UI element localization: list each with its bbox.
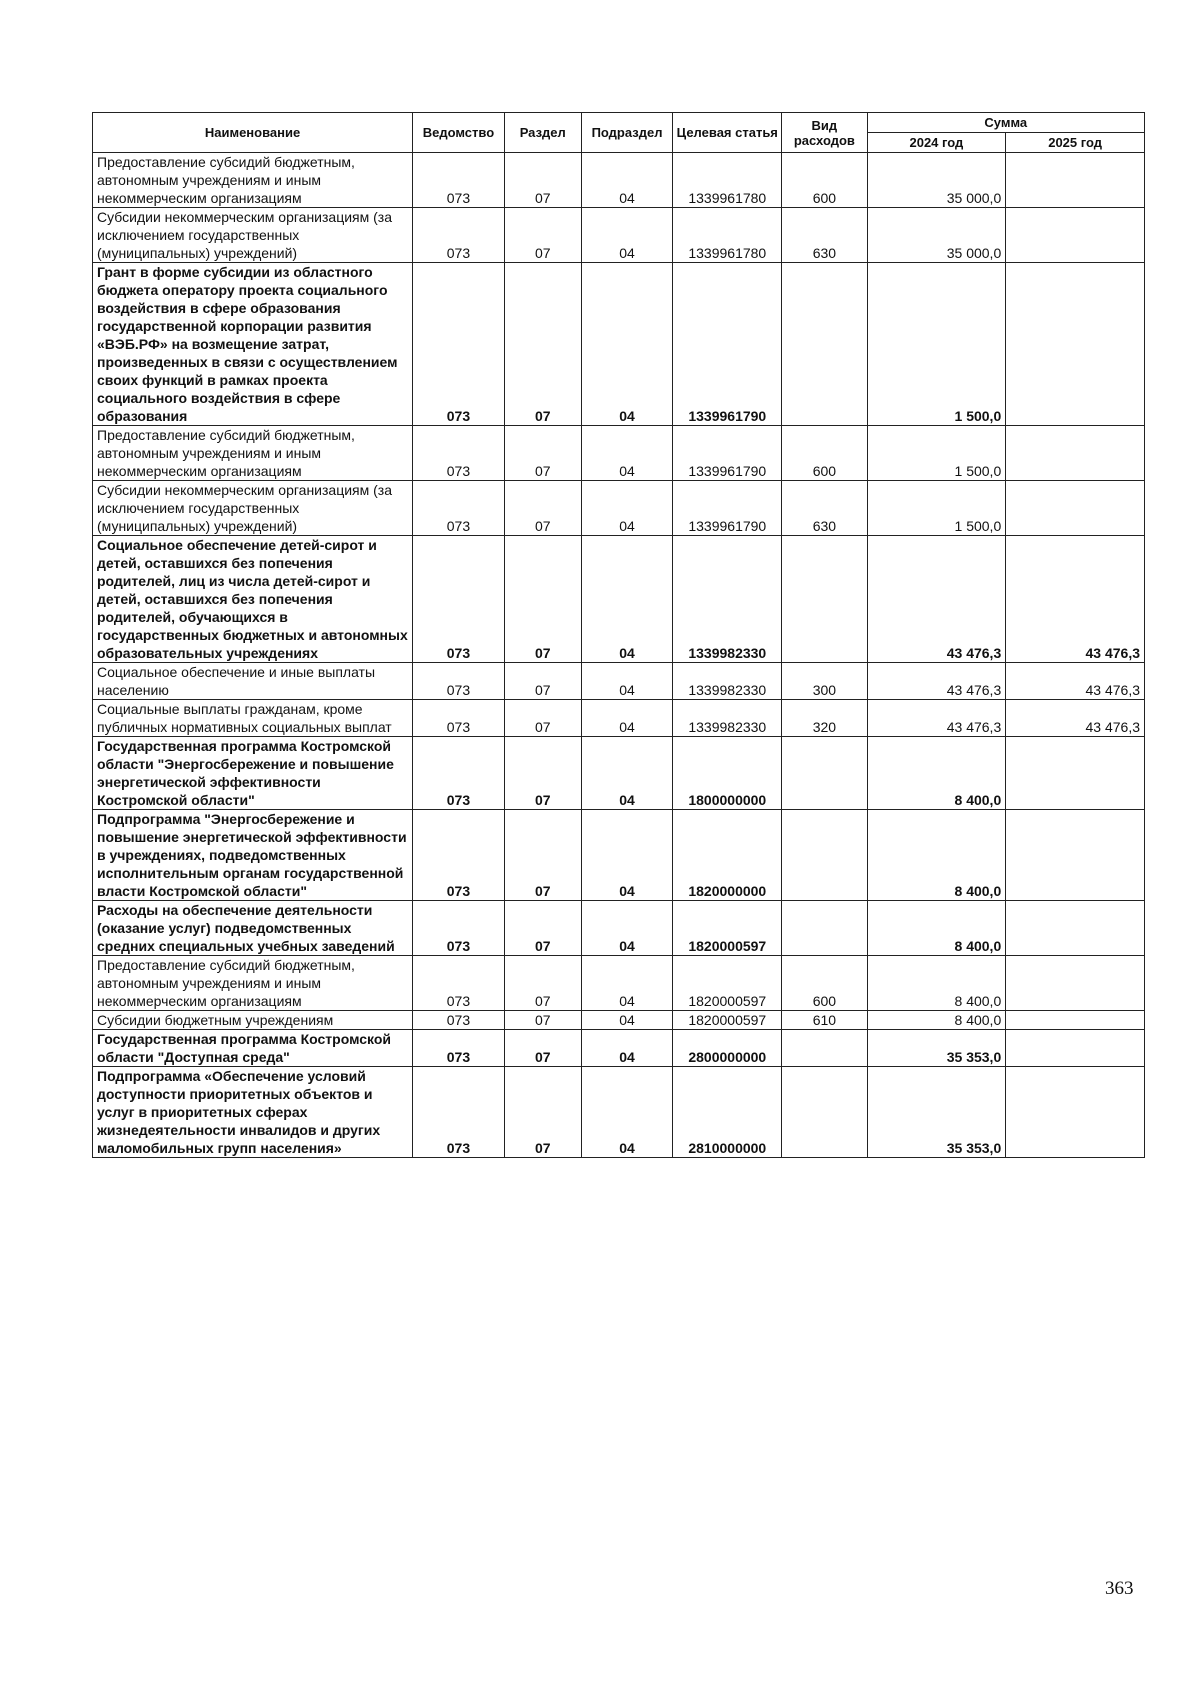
cell-subsection: 04 [581, 536, 673, 663]
cell-subsection: 04 [581, 481, 673, 536]
cell-name: Социальное обеспечение детей-сирот и детей, оставшихся без попечения родителей, лиц из числа детей-сирот и детей, оставшихся без попечения родителей, обучающихся в государственных бюджетных и автономных образовательных учреждениях [93, 536, 413, 663]
cell-subsection: 04 [581, 810, 673, 901]
cell-section: 07 [504, 536, 581, 663]
cell-sum-2024: 8 400,0 [867, 956, 1006, 1011]
cell-sum-2024: 8 400,0 [867, 1011, 1006, 1030]
cell-sum-2025 [1006, 481, 1145, 536]
cell-target: 1339982330 [673, 700, 782, 737]
header-section: Раздел [504, 113, 581, 153]
cell-target: 1339982330 [673, 663, 782, 700]
cell-sum-2024: 35 000,0 [867, 153, 1006, 208]
table-row [93, 1011, 1145, 1030]
cell-target: 1339961790 [673, 481, 782, 536]
cell-expense-type: 630 [782, 208, 867, 263]
cell-sum-2024: 35 353,0 [867, 1030, 1006, 1067]
cell-section: 07 [504, 901, 581, 956]
cell-department: 073 [413, 810, 505, 901]
cell-subsection: 04 [581, 1067, 673, 1158]
header-sum: Сумма [867, 113, 1144, 133]
cell-expense-type [782, 536, 867, 663]
cell-expense-type [782, 810, 867, 901]
cell-section: 07 [504, 663, 581, 700]
header-year-2024: 2024 год [867, 133, 1006, 153]
cell-department: 073 [413, 426, 505, 481]
cell-name: Предоставление субсидий бюджетным, автономным учреждениям и иным некоммерческим организациям [93, 153, 413, 208]
cell-sum-2025 [1006, 153, 1145, 208]
cell-department: 073 [413, 1030, 505, 1067]
cell-target: 1339961790 [673, 426, 782, 481]
header-row [93, 113, 1145, 133]
cell-department: 073 [413, 481, 505, 536]
cell-department: 073 [413, 153, 505, 208]
cell-target: 1800000000 [673, 737, 782, 810]
cell-sum-2025 [1006, 956, 1145, 1011]
cell-expense-type [782, 901, 867, 956]
cell-section: 07 [504, 153, 581, 208]
cell-department: 073 [413, 737, 505, 810]
cell-sum-2024: 43 476,3 [867, 663, 1006, 700]
cell-sum-2025 [1006, 208, 1145, 263]
page-number: 363 [1105, 1578, 1134, 1599]
table-row [93, 426, 1145, 481]
cell-sum-2025: 43 476,3 [1006, 700, 1145, 737]
table-row [93, 208, 1145, 263]
cell-expense-type: 600 [782, 426, 867, 481]
cell-target: 1820000000 [673, 810, 782, 901]
header-target: Целевая статья [673, 113, 782, 153]
cell-target: 1820000597 [673, 1011, 782, 1030]
cell-expense-type [782, 737, 867, 810]
cell-sum-2025 [1006, 1011, 1145, 1030]
cell-department: 073 [413, 1011, 505, 1030]
cell-name: Подпрограмма «Обеспечение условий доступности приоритетных объектов и услуг в приоритетных сферах жизнедеятельности инвалидов и других маломобильных групп населения» [93, 1067, 413, 1158]
cell-department: 073 [413, 1067, 505, 1158]
cell-sum-2025 [1006, 263, 1145, 426]
cell-target: 1339982330 [673, 536, 782, 663]
cell-section: 07 [504, 1011, 581, 1030]
cell-department: 073 [413, 901, 505, 956]
cell-sum-2024: 35 000,0 [867, 208, 1006, 263]
cell-name: Подпрограмма "Энергосбережение и повышение энергетической эффективности в учреждениях, подведомственных исполнительным органам государственной власти Костромской области" [93, 810, 413, 901]
cell-sum-2025 [1006, 737, 1145, 810]
cell-expense-type: 600 [782, 153, 867, 208]
header-expense-type: Вид расходов [782, 113, 867, 153]
header-subsection: Подраздел [581, 113, 673, 153]
cell-subsection: 04 [581, 956, 673, 1011]
cell-section: 07 [504, 1030, 581, 1067]
table-row [93, 663, 1145, 700]
cell-section: 07 [504, 737, 581, 810]
table-row [93, 956, 1145, 1011]
cell-subsection: 04 [581, 700, 673, 737]
cell-name: Предоставление субсидий бюджетным, автономным учреждениям и иным некоммерческим организациям [93, 426, 413, 481]
header-department: Ведомство [413, 113, 505, 153]
cell-section: 07 [504, 700, 581, 737]
cell-sum-2025 [1006, 1030, 1145, 1067]
cell-expense-type: 300 [782, 663, 867, 700]
cell-sum-2025 [1006, 901, 1145, 956]
cell-sum-2024: 8 400,0 [867, 810, 1006, 901]
cell-subsection: 04 [581, 663, 673, 700]
table-row [93, 263, 1145, 426]
cell-section: 07 [504, 956, 581, 1011]
cell-expense-type: 630 [782, 481, 867, 536]
cell-section: 07 [504, 1067, 581, 1158]
cell-subsection: 04 [581, 737, 673, 810]
cell-expense-type [782, 1030, 867, 1067]
table-row [93, 153, 1145, 208]
cell-name: Субсидии бюджетным учреждениям [93, 1011, 413, 1030]
table-row [93, 810, 1145, 901]
cell-name: Предоставление субсидий бюджетным, автономным учреждениям и иным некоммерческим организациям [93, 956, 413, 1011]
cell-section: 07 [504, 263, 581, 426]
cell-name: Грант в форме субсидии из областного бюджета оператору проекта социального воздействия в сфере образования государственной корпорации развития «ВЭБ.РФ» на возмещение затрат, произведенных в связи с осуществлением своих функций в рамках проекта социального воздействия в сфере образования [93, 263, 413, 426]
cell-section: 07 [504, 426, 581, 481]
cell-sum-2024: 1 500,0 [867, 426, 1006, 481]
cell-sum-2024: 8 400,0 [867, 737, 1006, 810]
cell-name: Социальное обеспечение и иные выплаты населению [93, 663, 413, 700]
cell-name: Государственная программа Костромской области "Доступная среда" [93, 1030, 413, 1067]
cell-target: 1820000597 [673, 956, 782, 1011]
cell-sum-2025 [1006, 426, 1145, 481]
cell-subsection: 04 [581, 1030, 673, 1067]
cell-section: 07 [504, 208, 581, 263]
table-row [93, 536, 1145, 663]
cell-expense-type [782, 263, 867, 426]
cell-expense-type: 320 [782, 700, 867, 737]
cell-section: 07 [504, 481, 581, 536]
cell-subsection: 04 [581, 208, 673, 263]
cell-target: 1339961780 [673, 208, 782, 263]
cell-sum-2024: 35 353,0 [867, 1067, 1006, 1158]
cell-expense-type [782, 1067, 867, 1158]
cell-department: 073 [413, 263, 505, 426]
cell-target: 2800000000 [673, 1030, 782, 1067]
cell-department: 073 [413, 536, 505, 663]
header-year-2025: 2025 год [1006, 133, 1145, 153]
cell-department: 073 [413, 208, 505, 263]
cell-sum-2024: 1 500,0 [867, 263, 1006, 426]
cell-department: 073 [413, 700, 505, 737]
cell-department: 073 [413, 956, 505, 1011]
table-row [93, 737, 1145, 810]
cell-expense-type: 610 [782, 1011, 867, 1030]
budget-table [92, 112, 1145, 1158]
cell-sum-2024: 1 500,0 [867, 481, 1006, 536]
cell-name: Субсидии некоммерческим организациям (за исключением государственных (муниципальных) учреждений) [93, 481, 413, 536]
cell-sum-2024: 8 400,0 [867, 901, 1006, 956]
table-row [93, 1067, 1145, 1158]
cell-sum-2024: 43 476,3 [867, 536, 1006, 663]
table-body [93, 153, 1145, 1158]
cell-expense-type: 600 [782, 956, 867, 1011]
table-row [93, 700, 1145, 737]
cell-target: 1339961780 [673, 153, 782, 208]
cell-target: 1339961790 [673, 263, 782, 426]
cell-name: Субсидии некоммерческим организациям (за исключением государственных (муниципальных) учреждений) [93, 208, 413, 263]
cell-department: 073 [413, 663, 505, 700]
table-row [93, 481, 1145, 536]
cell-name: Социальные выплаты гражданам, кроме публичных нормативных социальных выплат [93, 700, 413, 737]
table-row [93, 901, 1145, 956]
cell-sum-2025 [1006, 1067, 1145, 1158]
cell-subsection: 04 [581, 426, 673, 481]
cell-section: 07 [504, 810, 581, 901]
cell-subsection: 04 [581, 153, 673, 208]
cell-name: Государственная программа Костромской области "Энергосбережение и повышение энергетической эффективности Костромской области" [93, 737, 413, 810]
cell-target: 2810000000 [673, 1067, 782, 1158]
header-name: Наименование [93, 113, 413, 153]
cell-subsection: 04 [581, 901, 673, 956]
table-row [93, 1030, 1145, 1067]
cell-sum-2025 [1006, 810, 1145, 901]
budget-sheet [92, 112, 1145, 1158]
cell-target: 1820000597 [673, 901, 782, 956]
cell-name: Расходы на обеспечение деятельности (оказание услуг) подведомственных средних специальных учебных заведений [93, 901, 413, 956]
cell-sum-2024: 43 476,3 [867, 700, 1006, 737]
cell-sum-2025: 43 476,3 [1006, 536, 1145, 663]
cell-sum-2025: 43 476,3 [1006, 663, 1145, 700]
cell-subsection: 04 [581, 263, 673, 426]
cell-subsection: 04 [581, 1011, 673, 1030]
